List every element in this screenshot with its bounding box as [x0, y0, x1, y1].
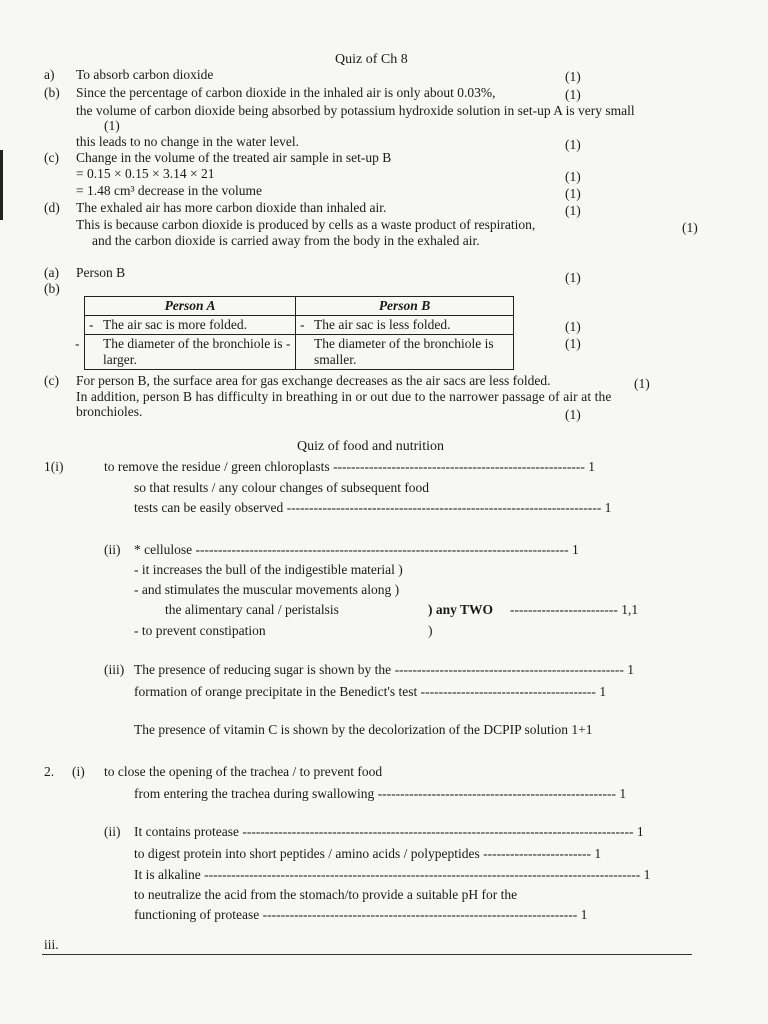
q1i-line2: so that results / any colour changes of subsequent food: [134, 480, 430, 495]
answer-b-mark-inline: (1): [104, 118, 120, 133]
left-edge-mark: [0, 150, 3, 220]
answer-a: To absorb carbon dioxide: [76, 67, 214, 82]
answer-2c-line3: bronchioles.: [76, 404, 143, 419]
answer-2c-line1: For person B, the surface area for gas exchange decreases as the air sacs are less folded.: [76, 373, 551, 388]
answer-b-line1: Since the percentage of carbon dioxide in the inhaled air is only about 0.03%,: [76, 85, 496, 100]
answer-2a: Person B: [76, 265, 126, 280]
q1ii-line3: - and stimulates the muscular movements along ): [134, 582, 400, 597]
any-two-note: ) any TWO: [428, 602, 494, 617]
mark-c2: (1): [565, 186, 581, 201]
q1ii-line1: * cellulose ----------------------------------------------------------------------------------- 1: [134, 542, 579, 557]
label-1i: 1(i): [44, 459, 64, 474]
q1iii-line3: The presence of vitamin C is shown by the decolorization of the DCPIP solution 1+1: [134, 722, 593, 737]
mark-table-row1: (1): [565, 319, 581, 334]
label-q2ii: (ii): [104, 824, 121, 839]
q2ii-line5: functioning of protease ---------------------------------------------------------------------- 1: [134, 907, 588, 922]
q1ii-line5: - to prevent constipation: [134, 623, 266, 638]
mark-2c1: (1): [634, 376, 650, 391]
answer-b-line3: this leads to no change in the water level.: [76, 134, 300, 149]
q2ii-line2: to digest protein into short peptides / amino acids / polypeptides ------------------------ 1: [134, 846, 602, 861]
answer-c-line3: = 1.48 cm³ decrease in the volume: [76, 183, 262, 198]
label-q2i: (i): [72, 764, 85, 779]
mark-b1: (1): [565, 87, 581, 102]
answer-c-line1: Change in the volume of the treated air sample in set-up B: [76, 150, 392, 165]
table-row: [85, 316, 514, 335]
table-header-person-a: Person A: [85, 297, 296, 316]
mark-c1: (1): [565, 169, 581, 184]
mark-2a: (1): [565, 270, 581, 285]
label-b: (b): [44, 85, 60, 100]
q1ii-bracket: ): [428, 623, 433, 638]
mark-d1: (1): [565, 203, 581, 218]
q1ii-mark: ------------------------ 1,1: [510, 602, 639, 617]
bottom-rule: [42, 954, 692, 955]
q1iii-line2: formation of orange precipitate in the Benedict's test --------------------------------------- 1: [134, 684, 607, 699]
answer-d-line3: and the carbon dioxide is carried away from the body in the exhaled air.: [92, 233, 480, 248]
q2i-line2: from entering the trachea during swallowing ----------------------------------------------------- 1: [134, 786, 627, 801]
q2i-line1: to close the opening of the trachea / to prevent food: [104, 764, 383, 779]
q1i-line1: to remove the residue / green chloroplasts -------------------------------------------------------- 1: [104, 459, 595, 474]
mark-a: (1): [565, 69, 581, 84]
table-cell: - The air sac is more folded.: [85, 316, 296, 335]
table-cell: - The diameter of the bronchiole is smaller.: [296, 335, 514, 370]
label-2c: (c): [44, 373, 59, 388]
label-q3: iii.: [44, 937, 59, 952]
mark-b2: (1): [565, 137, 581, 152]
label-c: (c): [44, 150, 59, 165]
label-1ii: (ii): [104, 542, 121, 557]
answer-b-line2: the volume of carbon dioxide being absorbed by potassium hydroxide solution in set-up A is very small: [76, 103, 635, 118]
answer-c-line2: = 0.15 × 0.15 × 3.14 × 21: [76, 166, 215, 181]
q1i-line3: tests can be easily observed ---------------------------------------------------------------------- 1: [134, 500, 612, 515]
q1iii-line1: The presence of reducing sugar is shown by the --------------------------------------------------- 1: [134, 662, 634, 677]
label-a: a): [44, 67, 55, 82]
answer-2c-line2: In addition, person B has difficulty in breathing in or out due to the narrower passage of air at the: [76, 389, 612, 404]
table-cell: - The diameter of the bronchiole is larger.: [85, 335, 296, 370]
answer-d-line1: The exhaled air has more carbon dioxide than inhaled air.: [76, 200, 387, 215]
label-2a: (a): [44, 265, 59, 280]
q1ii-line4: the alimentary canal / peristalsis: [165, 602, 339, 617]
table-row: [85, 335, 514, 370]
mark-2c2: (1): [565, 407, 581, 422]
label-2b: (b): [44, 281, 60, 296]
comparison-table: [75, 296, 514, 370]
label-q2: 2.: [44, 764, 55, 779]
quiz-ch8-title: Quiz of Ch 8: [335, 52, 408, 67]
answer-d-line2: This is because carbon dioxide is produced by cells as a waste product of respiration,: [76, 217, 536, 232]
q2ii-line4: to neutralize the acid from the stomach/to provide a suitable pH for the: [134, 887, 518, 902]
table-header-person-b: Person B: [296, 297, 514, 316]
q1ii-line2: - it increases the bull of the indigestible material ): [134, 562, 403, 577]
mark-table-row2: (1): [565, 336, 581, 351]
label-1iii: (iii): [104, 662, 125, 677]
mark-d2: (1): [682, 220, 698, 235]
q2ii-line1: It contains protease --------------------------------------------------------------------------------------- 1: [134, 824, 644, 839]
table-cell: - The air sac is less folded.: [296, 316, 514, 335]
quiz-food-title: Quiz of food and nutrition: [297, 439, 444, 454]
label-d: (d): [44, 200, 60, 215]
q2ii-line3: It is alkaline ------------------------------------------------------------------------------------------------- 1: [134, 867, 651, 882]
